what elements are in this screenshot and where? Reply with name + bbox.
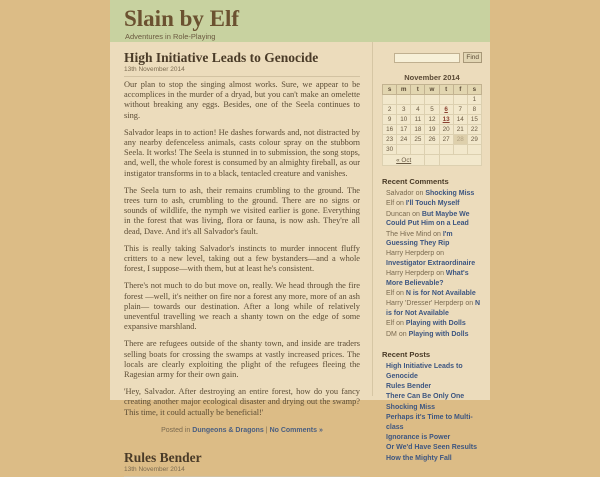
comment-on-label: on [465, 300, 476, 308]
comment-author: Elf [386, 200, 397, 208]
post-paragraph: 'Hey, Salvador. After destroying an entire forest, how do you fancy creating another major ecological disaster and drying out the swamp? This time, it could actually be beneficial!' [124, 387, 360, 417]
site-tagline: Adventures in Role-Playing [125, 32, 216, 41]
recent-comment-item [386, 299, 482, 318]
calendar-weekday: f [453, 85, 467, 95]
recent-comment-item [386, 199, 482, 208]
calendar-footer-spacer [425, 155, 439, 166]
site-header [110, 0, 490, 42]
calendar-day-link[interactable]: 13 [442, 116, 450, 123]
post-comments-link[interactable]: No Comments » [269, 426, 323, 434]
post-paragraph: There's not much to do but move on, really. We head through the fire forest —well, it's neither on fire nor a forest any more, more of an ash plain— towards our destination. After a long while of relatively uneventful travelling we reach a shanty town on the edge of some expansive marshland. [124, 281, 360, 332]
calendar-day: 17 [397, 125, 411, 135]
calendar-week-row [383, 145, 482, 155]
post-article [124, 50, 360, 434]
page-container [110, 0, 490, 473]
recent-comment-item [386, 319, 482, 328]
recent-comment-item [386, 249, 482, 268]
calendar-table [382, 84, 482, 166]
comment-on-label: on [396, 320, 406, 328]
calendar-prev-month: « Oct [383, 155, 425, 166]
calendar-day-empty [453, 145, 467, 155]
calendar-day-empty [467, 145, 481, 155]
comment-post-link[interactable]: Investigator Extraordinaire [386, 259, 476, 267]
comment-author: Salvador [386, 190, 416, 197]
recent-post-item[interactable]: There Can Be Only One [386, 393, 465, 401]
calendar-day: 4 [411, 105, 425, 115]
sidebar [373, 42, 490, 462]
calendar-day: 8 [467, 105, 481, 115]
posted-in-label: Posted in [161, 426, 191, 434]
comment-on-label: on [436, 270, 446, 278]
calendar-next-month [439, 155, 481, 166]
recent-posts-widget [382, 350, 482, 463]
calendar-day-empty [383, 95, 397, 105]
calendar-day-empty [411, 145, 425, 155]
calendar-day: 25 [411, 135, 425, 145]
calendar-week-row [383, 115, 482, 125]
comment-on-label: on [415, 190, 426, 197]
comment-post-link[interactable]: N is for Not Available [405, 290, 476, 298]
recent-comments-list [382, 189, 482, 339]
comment-author: Duncan [386, 210, 413, 218]
recent-post-item[interactable]: Or We'd Have Seen Results [386, 444, 478, 452]
calendar-footer-row [383, 155, 482, 166]
calendar-week-row [383, 125, 482, 135]
calendar-weekday: t [411, 85, 425, 95]
recent-post-item[interactable]: Perhaps it's Time to Multi-class [386, 414, 473, 431]
calendar-day-link[interactable]: 6 [444, 106, 448, 113]
calendar-day: 11 [411, 115, 425, 125]
calendar-widget [382, 73, 482, 166]
recent-posts-list [382, 362, 482, 463]
recent-post-item[interactable]: High Initiative Leads to Genocide [386, 363, 463, 380]
recent-comments-title: Recent Comments [382, 177, 449, 186]
site-title[interactable]: Slain by Elf [124, 6, 240, 31]
comment-post-link[interactable]: But Maybe We Could Put Him on a Lead [386, 210, 470, 228]
calendar-day: 18 [411, 125, 425, 135]
calendar-body [383, 95, 482, 155]
recent-posts-title: Recent Posts [382, 350, 431, 360]
calendar-day: 3 [397, 105, 411, 115]
comment-on-label: on [436, 250, 444, 258]
recent-comment-item [386, 230, 482, 249]
post-date: 13th November 2014 [124, 466, 360, 477]
post-article [124, 450, 360, 477]
calendar-day: 5 [425, 105, 439, 115]
calendar-day: 14 [453, 115, 467, 125]
comment-post-link[interactable]: Shocking Miss [425, 190, 475, 197]
recent-post-item[interactable]: Rules Bender [386, 382, 432, 390]
calendar-day-empty [425, 145, 439, 155]
calendar-day: 7 [453, 105, 467, 115]
post-paragraph: This is really taking Salvador's instincts to murder innocent fluffy critters to a new level, taking out a few bystanders—and a whole forest, I suppose—with them, but at least he's consistent. [124, 243, 360, 274]
calendar-day[interactable] [439, 115, 453, 125]
calendar-day: 29 [467, 135, 481, 145]
post-paragraph: There are refugees outside of the shanty town, and inside are traders selling boats for crossing the swamps at vastly increased prices. The locals are clearly exploiting the plight of the refugees fleeing the Ragesian army for their own gain. [124, 339, 360, 380]
recent-comment-item [386, 330, 482, 339]
meta-separator: | [265, 426, 268, 434]
comment-post-link[interactable]: I'll Touch Myself [405, 200, 460, 208]
calendar-day: 20 [439, 125, 453, 135]
calendar-day: 15 [467, 115, 481, 125]
calendar-day: 23 [383, 135, 397, 145]
calendar-day: 9 [383, 115, 397, 125]
search-submit-button[interactable]: Find [463, 52, 482, 63]
calendar-day: 1 [467, 95, 481, 105]
calendar-day: 21 [453, 125, 467, 135]
main-columns [110, 42, 490, 473]
calendar-weekday: s [467, 85, 481, 95]
comment-author: Harry Herpderp [386, 250, 437, 258]
search-widget [382, 52, 482, 63]
calendar-day-empty [453, 95, 467, 105]
site-header-inner [110, 6, 490, 42]
post-title[interactable]: High Initiative Leads to Genocide [124, 50, 319, 65]
recent-comment-item [386, 289, 482, 298]
calendar-day: 27 [439, 135, 453, 145]
calendar-week-row [383, 95, 482, 105]
comment-post-link[interactable]: I'm Guessing They Rip [386, 230, 453, 248]
comment-author: Harry 'Dresser' Herpderp [386, 300, 466, 308]
calendar-day-empty [397, 145, 411, 155]
post-paragraph: Salvador leaps in to action! He dashes forwards and, not distracted by any nearby defenceless animals, casts colour spray on the stubborn Seela. It works! The Seela is stunned in to submission, the song stops, and, well, the whole forest is consumed by an almighty fireball, as our instigator transforms in to a black, tentacled creature and vanishes. [124, 127, 360, 178]
calendar-day: 30 [383, 145, 397, 155]
post-title[interactable]: Rules Bender [124, 449, 202, 465]
calendar-weekday: s [383, 85, 397, 95]
calendar-caption: November 2014 [404, 73, 460, 82]
calendar-weekday: m [397, 85, 411, 95]
comment-on-label: on [412, 210, 422, 218]
calendar-day: 24 [397, 135, 411, 145]
calendar-day: 2 [383, 105, 397, 115]
comment-author: DM [386, 330, 399, 338]
calendar-day: 19 [425, 125, 439, 135]
post-date: 13th November 2014 [124, 66, 360, 77]
recent-comment-item [386, 269, 482, 288]
calendar-day[interactable] [439, 105, 453, 115]
content-column [110, 42, 373, 473]
post-paragraph: Our plan to stop the singing almost works. Sure, we appear to be accomplices in the murder of a dryad, but you can't make an omelette without breaking any eggs. Besides, one of the Seela continues to sing. [124, 80, 360, 120]
calendar-day-empty [439, 145, 453, 155]
calendar-day: 10 [397, 115, 411, 125]
comment-on-label: on [433, 230, 443, 238]
post-body [124, 80, 360, 418]
calendar-day: 26 [425, 135, 439, 145]
calendar-day: 28 [453, 135, 467, 145]
calendar-weekday: t [439, 85, 453, 95]
calendar-weekday-row [383, 85, 482, 95]
comment-author: Elf [386, 320, 397, 328]
comment-on-label: on [396, 290, 406, 298]
calendar-day-empty [439, 95, 453, 105]
recent-comment-item [386, 189, 482, 198]
comment-post-link[interactable]: What's More Believable? [386, 270, 469, 287]
calendar-day-empty [411, 95, 425, 105]
calendar-day-empty [425, 95, 439, 105]
recent-post-item[interactable]: Shocking Miss [386, 403, 436, 411]
comment-author: The Hive Mind [386, 230, 434, 238]
post-category-link[interactable]: Dungeons & Dragons [192, 426, 264, 434]
post-meta [124, 427, 360, 434]
comment-post-link[interactable]: Playing with Dolls [408, 330, 469, 338]
calendar-week-row [383, 105, 482, 115]
recent-post-item[interactable]: How the Mighty Fall [386, 454, 452, 462]
comment-author: Elf [386, 290, 397, 298]
comment-post-link[interactable]: Playing with Dolls [405, 320, 466, 328]
calendar-day: 12 [425, 115, 439, 125]
post-paragraph: The Seela turn to ash, their remains crumbling to the ground. The trees turn to ash, crumbling to the ground. There are no signs or sounds of wildlife, the nymph we visited earlier is gone. Everything in the forest that was living, flora or fauna, is now ash. They're all dead, Dave. And it's all Salvador's fault. [124, 185, 360, 236]
calendar-weekday: w [425, 85, 439, 95]
comment-on-label: on [398, 330, 409, 338]
recent-comment-item [386, 210, 482, 229]
comment-on-label: on [396, 200, 406, 208]
calendar-week-row [383, 135, 482, 145]
recent-post-item[interactable]: Ignorance is Power [386, 433, 451, 441]
search-input[interactable] [394, 53, 460, 63]
recent-comments-widget [382, 177, 482, 339]
calendar-day-empty [397, 95, 411, 105]
comment-author: Harry Herpderp [386, 270, 437, 278]
comment-post-link[interactable]: N is for Not Available [386, 300, 481, 317]
calendar-day: 22 [467, 125, 481, 135]
calendar-day: 16 [383, 125, 397, 135]
